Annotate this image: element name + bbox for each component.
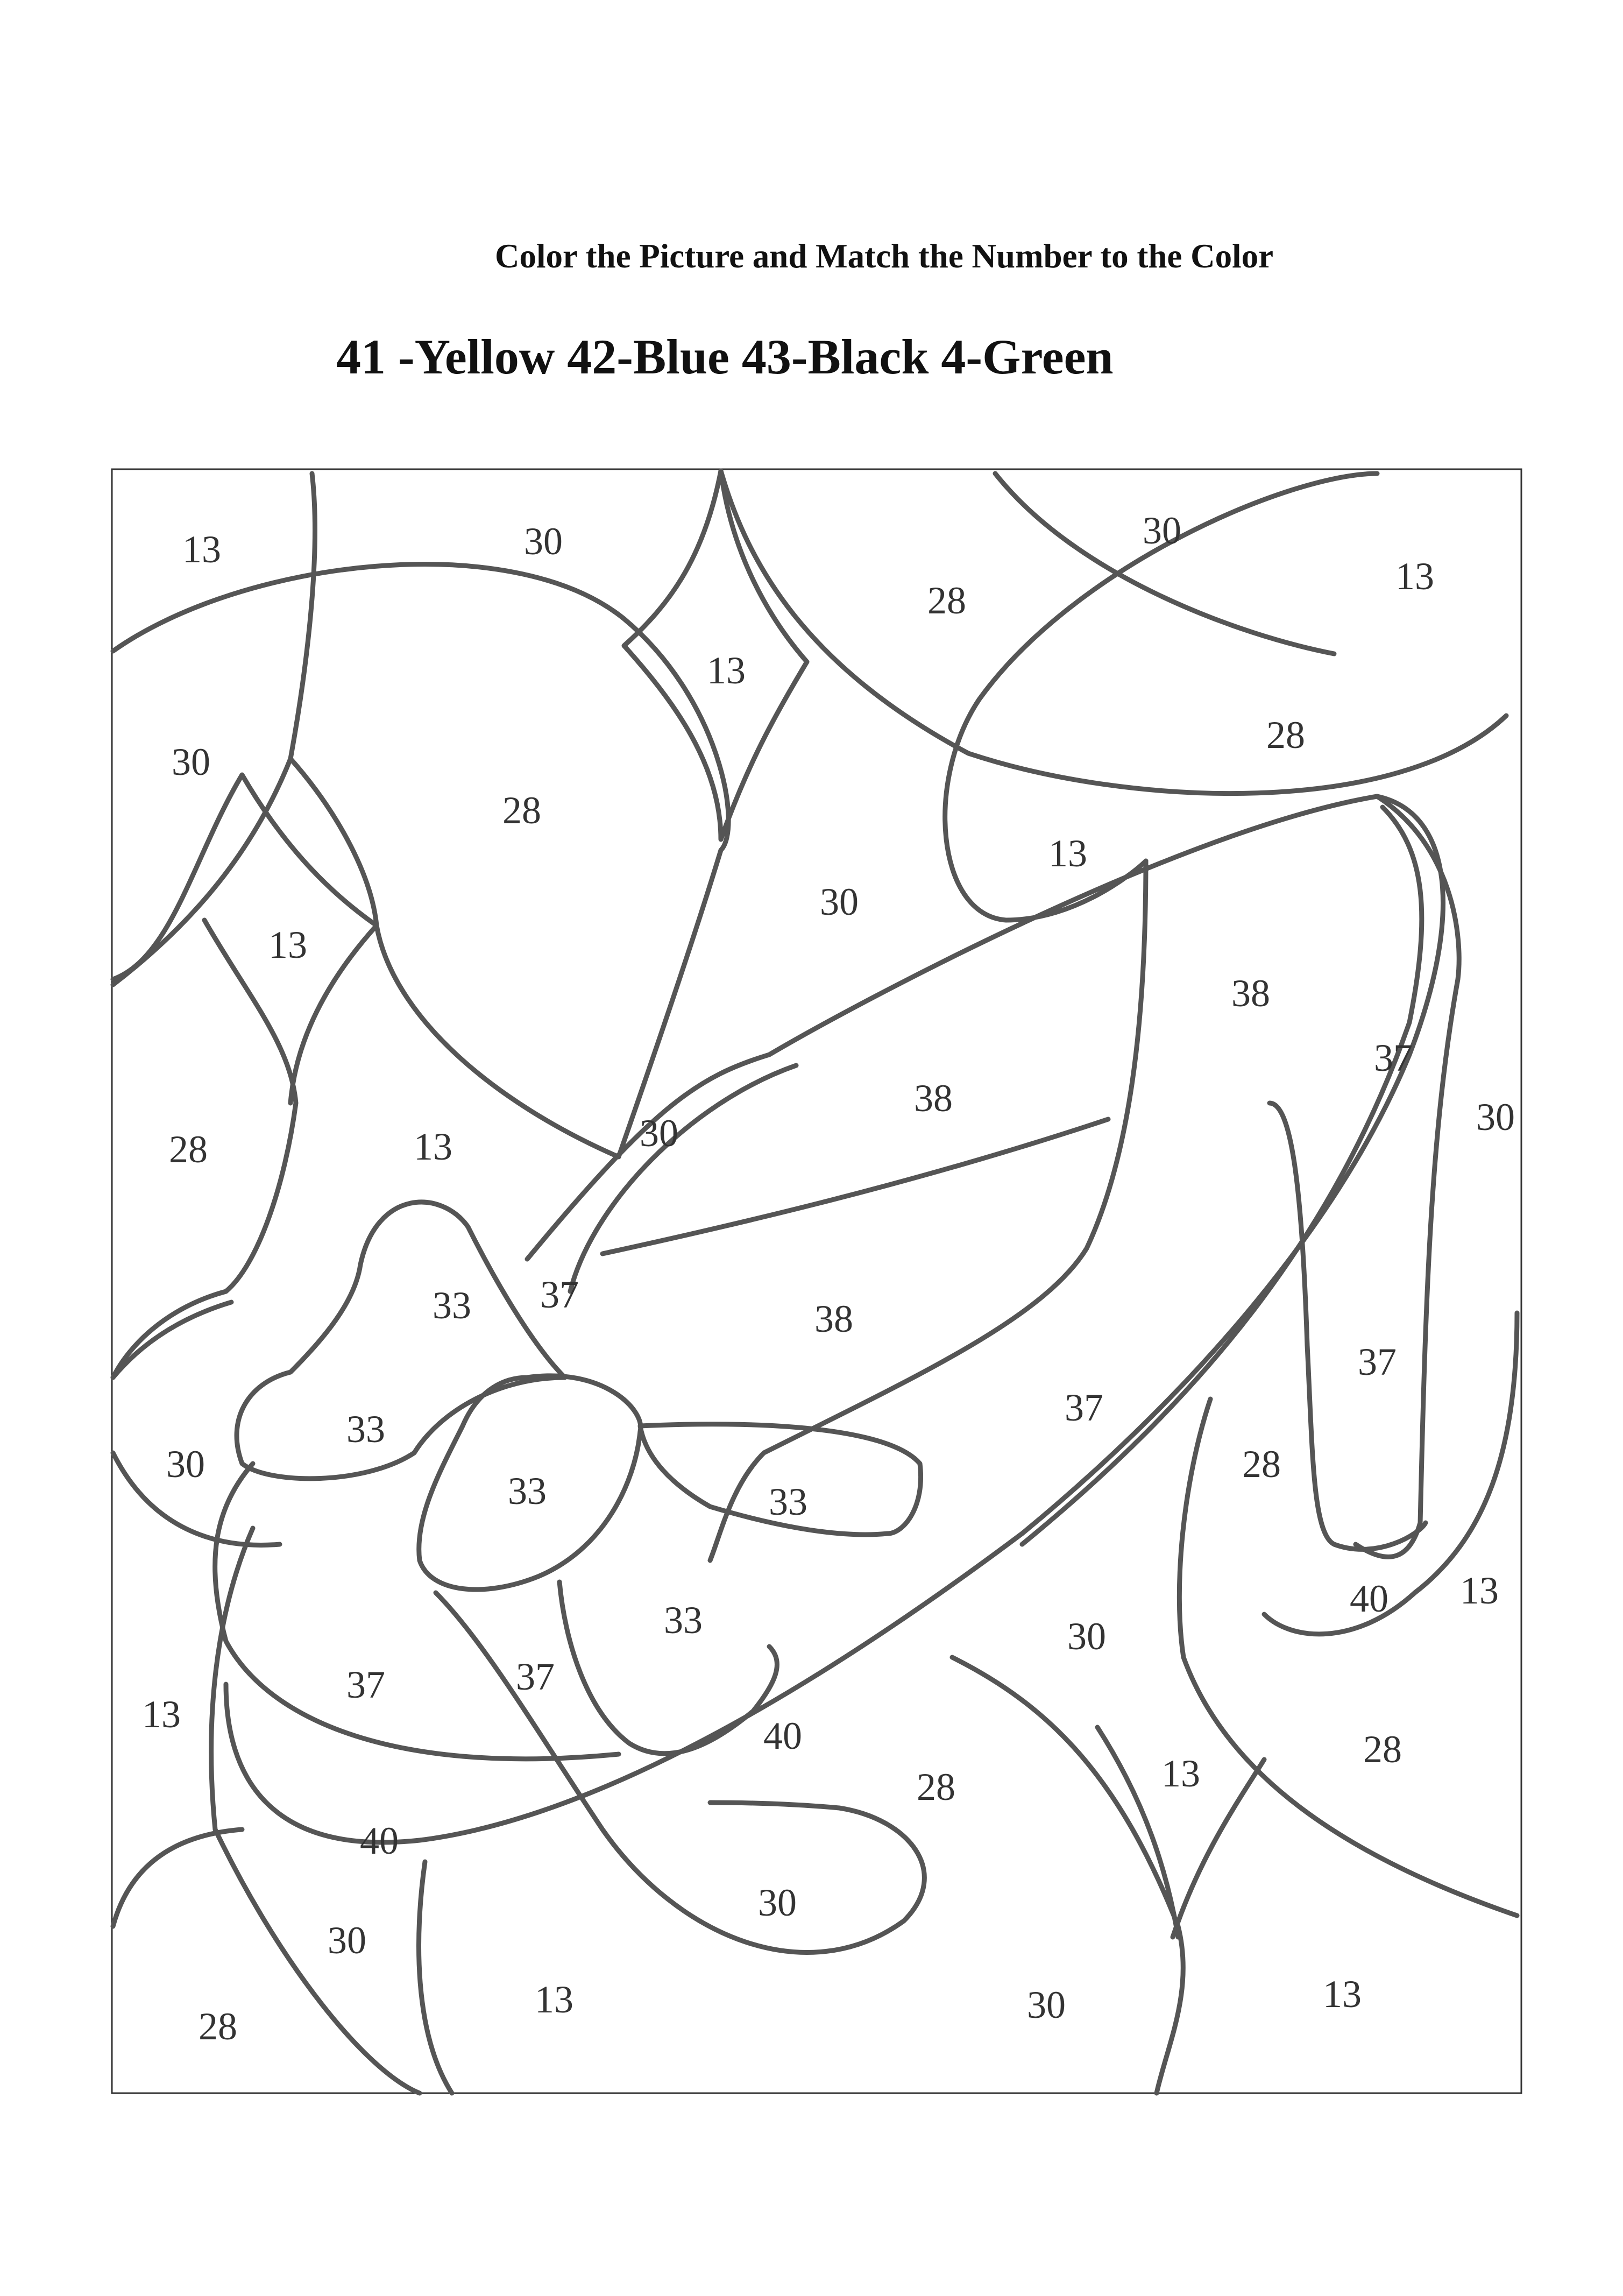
- region-label: 30: [1476, 1096, 1515, 1139]
- region-label: 37: [1065, 1386, 1103, 1429]
- region-label: 37: [1374, 1036, 1413, 1079]
- region-label: 28: [1266, 713, 1305, 757]
- region-label: 30: [166, 1443, 205, 1486]
- region-label: 30: [758, 1881, 797, 1924]
- region-label: 40: [763, 1714, 802, 1757]
- region-label: 13: [182, 528, 221, 571]
- region-label: 30: [820, 880, 859, 923]
- outline-upper-left-circle: [113, 564, 728, 1157]
- region-label: 30: [328, 1919, 366, 1962]
- region-label: 13: [707, 649, 746, 692]
- region-label: 28: [917, 1765, 955, 1808]
- color-legend: 41 -Yellow 42-Blue 43-Black 4-Green: [336, 329, 1114, 384]
- region-label: 28: [199, 2005, 237, 2048]
- region-label: 38: [914, 1077, 953, 1120]
- region-label: 37: [540, 1273, 579, 1316]
- region-label: 13: [1323, 1973, 1362, 2016]
- region-label: 40: [1350, 1577, 1388, 1620]
- region-label: 37: [346, 1663, 385, 1706]
- region-label: 28: [927, 579, 966, 622]
- region-label: 13: [1161, 1752, 1200, 1795]
- region-label: 37: [516, 1655, 555, 1698]
- region-label: 40: [360, 1819, 399, 1862]
- outline-bow-left: [237, 1202, 565, 1479]
- region-label: 33: [769, 1480, 807, 1523]
- region-label: 13: [1460, 1569, 1499, 1612]
- region-label: 13: [1048, 832, 1087, 875]
- region-label: 30: [172, 740, 210, 783]
- region-label: 30: [640, 1112, 678, 1155]
- worksheet-instruction: Color the Picture and Match the Number to the Color: [495, 237, 1274, 275]
- region-label: 28: [169, 1128, 208, 1171]
- outline-heel: [1270, 1103, 1426, 1549]
- region-label: 13: [1395, 555, 1434, 598]
- region-label: 13: [414, 1125, 452, 1168]
- puzzle-outlines: [113, 471, 1517, 2093]
- region-label: 38: [1231, 972, 1270, 1015]
- region-label: 38: [814, 1297, 853, 1340]
- region-label: 30: [1027, 1983, 1066, 2026]
- region-label: 13: [142, 1693, 181, 1736]
- region-label: 28: [1363, 1728, 1402, 1771]
- region-label: 33: [664, 1599, 703, 1642]
- region-labels: [142, 509, 1515, 2048]
- region-label: 28: [1242, 1443, 1281, 1486]
- region-label: 30: [524, 520, 563, 563]
- region-label: 33: [433, 1284, 471, 1327]
- region-label: 28: [502, 789, 541, 832]
- puzzle-frame: [112, 469, 1521, 2093]
- region-label: 30: [1143, 509, 1181, 552]
- region-label: 13: [535, 1978, 573, 2021]
- region-label: 37: [1358, 1340, 1397, 1383]
- region-label: 30: [1067, 1615, 1106, 1658]
- region-label: 33: [508, 1470, 547, 1513]
- region-label: 33: [346, 1408, 385, 1451]
- region-label: 13: [268, 923, 307, 966]
